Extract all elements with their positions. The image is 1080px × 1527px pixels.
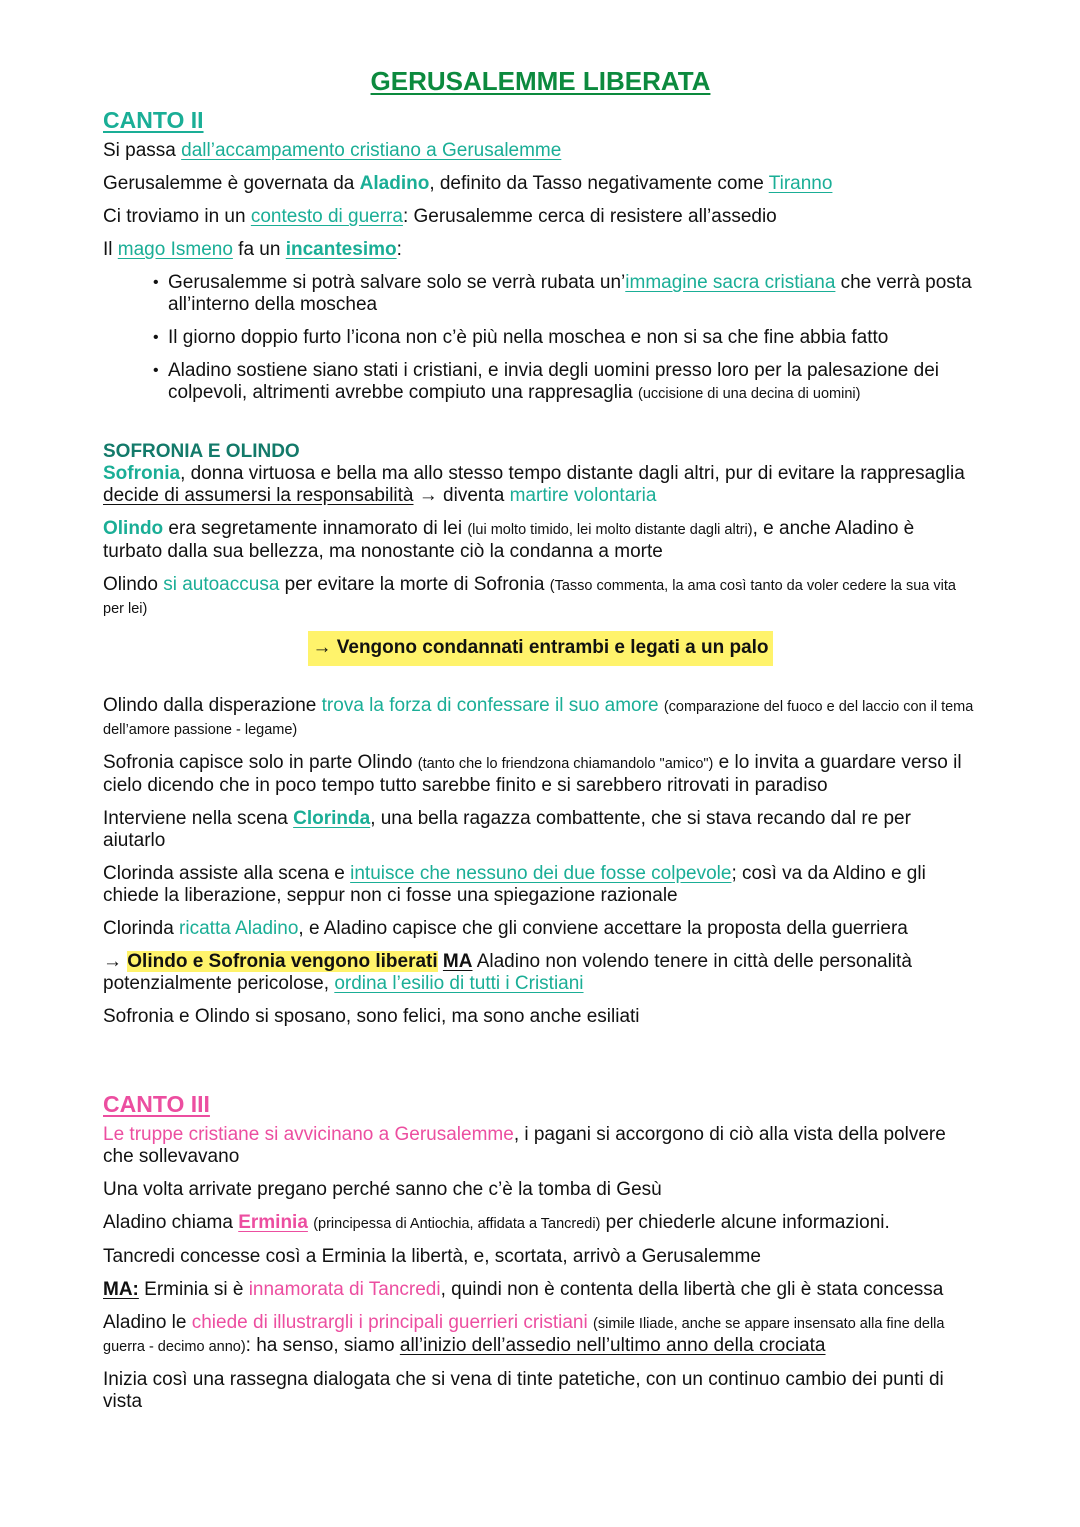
paragraph: Le truppe cristiane si avvicinano a Gerusalemme, i pagani si accorgono di ciò alla vista della polvere che sollevavano (103, 1124, 946, 1167)
paragraph: → Olindo e Sofronia vengono liberati MA Aladino non volendo tenere in città delle personalità potenzialmente pericolose, ordina l’esilio di tutti i Cristiani (103, 951, 912, 994)
page-title: GERUSALEMME LIBERATA (370, 66, 711, 96)
paragraph: Inizia così una rassegna dialogata che si vena di tinte patetiche, con un continuo cambio dei punti di vista (103, 1369, 944, 1412)
highlight-box (103, 631, 978, 665)
paragraph: Una volta arrivate pregano perché sanno che c’è la tomba di Gesù (103, 1179, 662, 1200)
paragraph: Si passa dall’accampamento cristiano a Gerusalemme (103, 140, 562, 161)
section-subheading: SOFRONIA E OLINDO (103, 441, 300, 462)
canto-ii-heading: CANTO II (103, 107, 204, 133)
spacer (103, 1039, 978, 1091)
paragraph: Aladino chiama Erminia (principessa di Antiochia, affidata a Tancredi) per chiederle alcune informazioni. (103, 1212, 890, 1233)
paragraph: Olindo dalla disperazione trova la forza di confessare il suo amore (comparazione del fuoco e del laccio con il tema dell’amore passione - legame) (103, 695, 974, 738)
paragraph: Il mago Ismeno fa un incantesimo: (103, 239, 402, 260)
paragraph: Sofronia e Olindo si sposano, sono felici, ma sono anche esiliati (103, 1006, 640, 1027)
canto-iii-heading: CANTO III (103, 1091, 210, 1117)
canto-iii-section (103, 1091, 978, 1413)
paragraph: Sofronia, donna virtuosa e bella ma allo stesso tempo distante dagli altri, pur di evitare la rappresaglia decide di assumersi la responsabilità → diventa martire volontaria (103, 463, 965, 506)
bullet-list (103, 272, 978, 405)
paragraph: Ci troviamo in un contesto di guerra: Gerusalemme cerca di resistere all’assedio (103, 206, 777, 227)
list-item: • Il giorno doppio furto l’icona non c’è più nella moschea e non si sa che fine abbia fatto (168, 327, 978, 349)
canto-ii-section (103, 107, 978, 405)
paragraph: MA: Erminia si è innamorata di Tancredi, quindi non è contenta della libertà che gli è stata concessa (103, 1279, 944, 1300)
paragraph: Tancredi concesse così a Erminia la libertà, e, scortata, arrivò a Gerusalemme (103, 1246, 761, 1267)
paragraph: Interviene nella scena Clorinda, una bella ragazza combattente, che si stava recando dal re per aiutarlo (103, 808, 911, 851)
paragraph: Olindo si autoaccusa per evitare la morte di Sofronia (Tasso commenta, la ama così tanto da voler cedere la sua vita per lei) (103, 574, 956, 617)
sofronia-olindo-section (103, 441, 978, 1028)
highlighted-text: → Vengono condannati entrambi e legati a un palo (308, 631, 772, 666)
paragraph: Olindo era segretamente innamorato di lei (lui molto timido, lei molto distante dagli altri), e anche Aladino è turbato dalla sua bellezza, ma nonostante ciò la condanna a morte (103, 518, 915, 562)
list-item: • Gerusalemme si potrà salvare solo se verrà rubata un’immagine sacra cristiana che verrà posta all’interno della moschea (168, 272, 978, 316)
list-item: • Aladino sostiene siano stati i cristiani, e invia degli uomini presso loro per la palesazione dei colpevoli, altrimenti avrebbe compiuto una rappresaglia (uccisione di una decina di uomini) (168, 360, 978, 405)
paragraph: Clorinda assiste alla scena e intuisce che nessuno dei due fosse colpevole; così va da Aldino e gli chiede la liberazione, seppur non ci fosse una spiegazione razionale (103, 863, 926, 906)
paragraph: Clorinda ricatta Aladino, e Aladino capisce che gli conviene accettare la proposta della guerriera (103, 918, 908, 939)
paragraph: Sofronia capisce solo in parte Olindo (tanto che lo friendzona chiamandolo "amico") e lo invita a guardare verso il cielo dicendo che in poco tempo tutto sarebbe finito e si sarebbero ritrovati in paradiso (103, 752, 962, 796)
paragraph: Aladino le chiede di illustrargli i principali guerrieri cristiani (simile Iliade, anche se appare insensato alla fine della guerra - decimo anno): ha senso, siamo all’inizio dell’assedio nell’ultimo anno della crociata (103, 1312, 945, 1356)
paragraph: Gerusalemme è governata da Aladino, definito da Tasso negativamente come Tiranno (103, 173, 833, 194)
